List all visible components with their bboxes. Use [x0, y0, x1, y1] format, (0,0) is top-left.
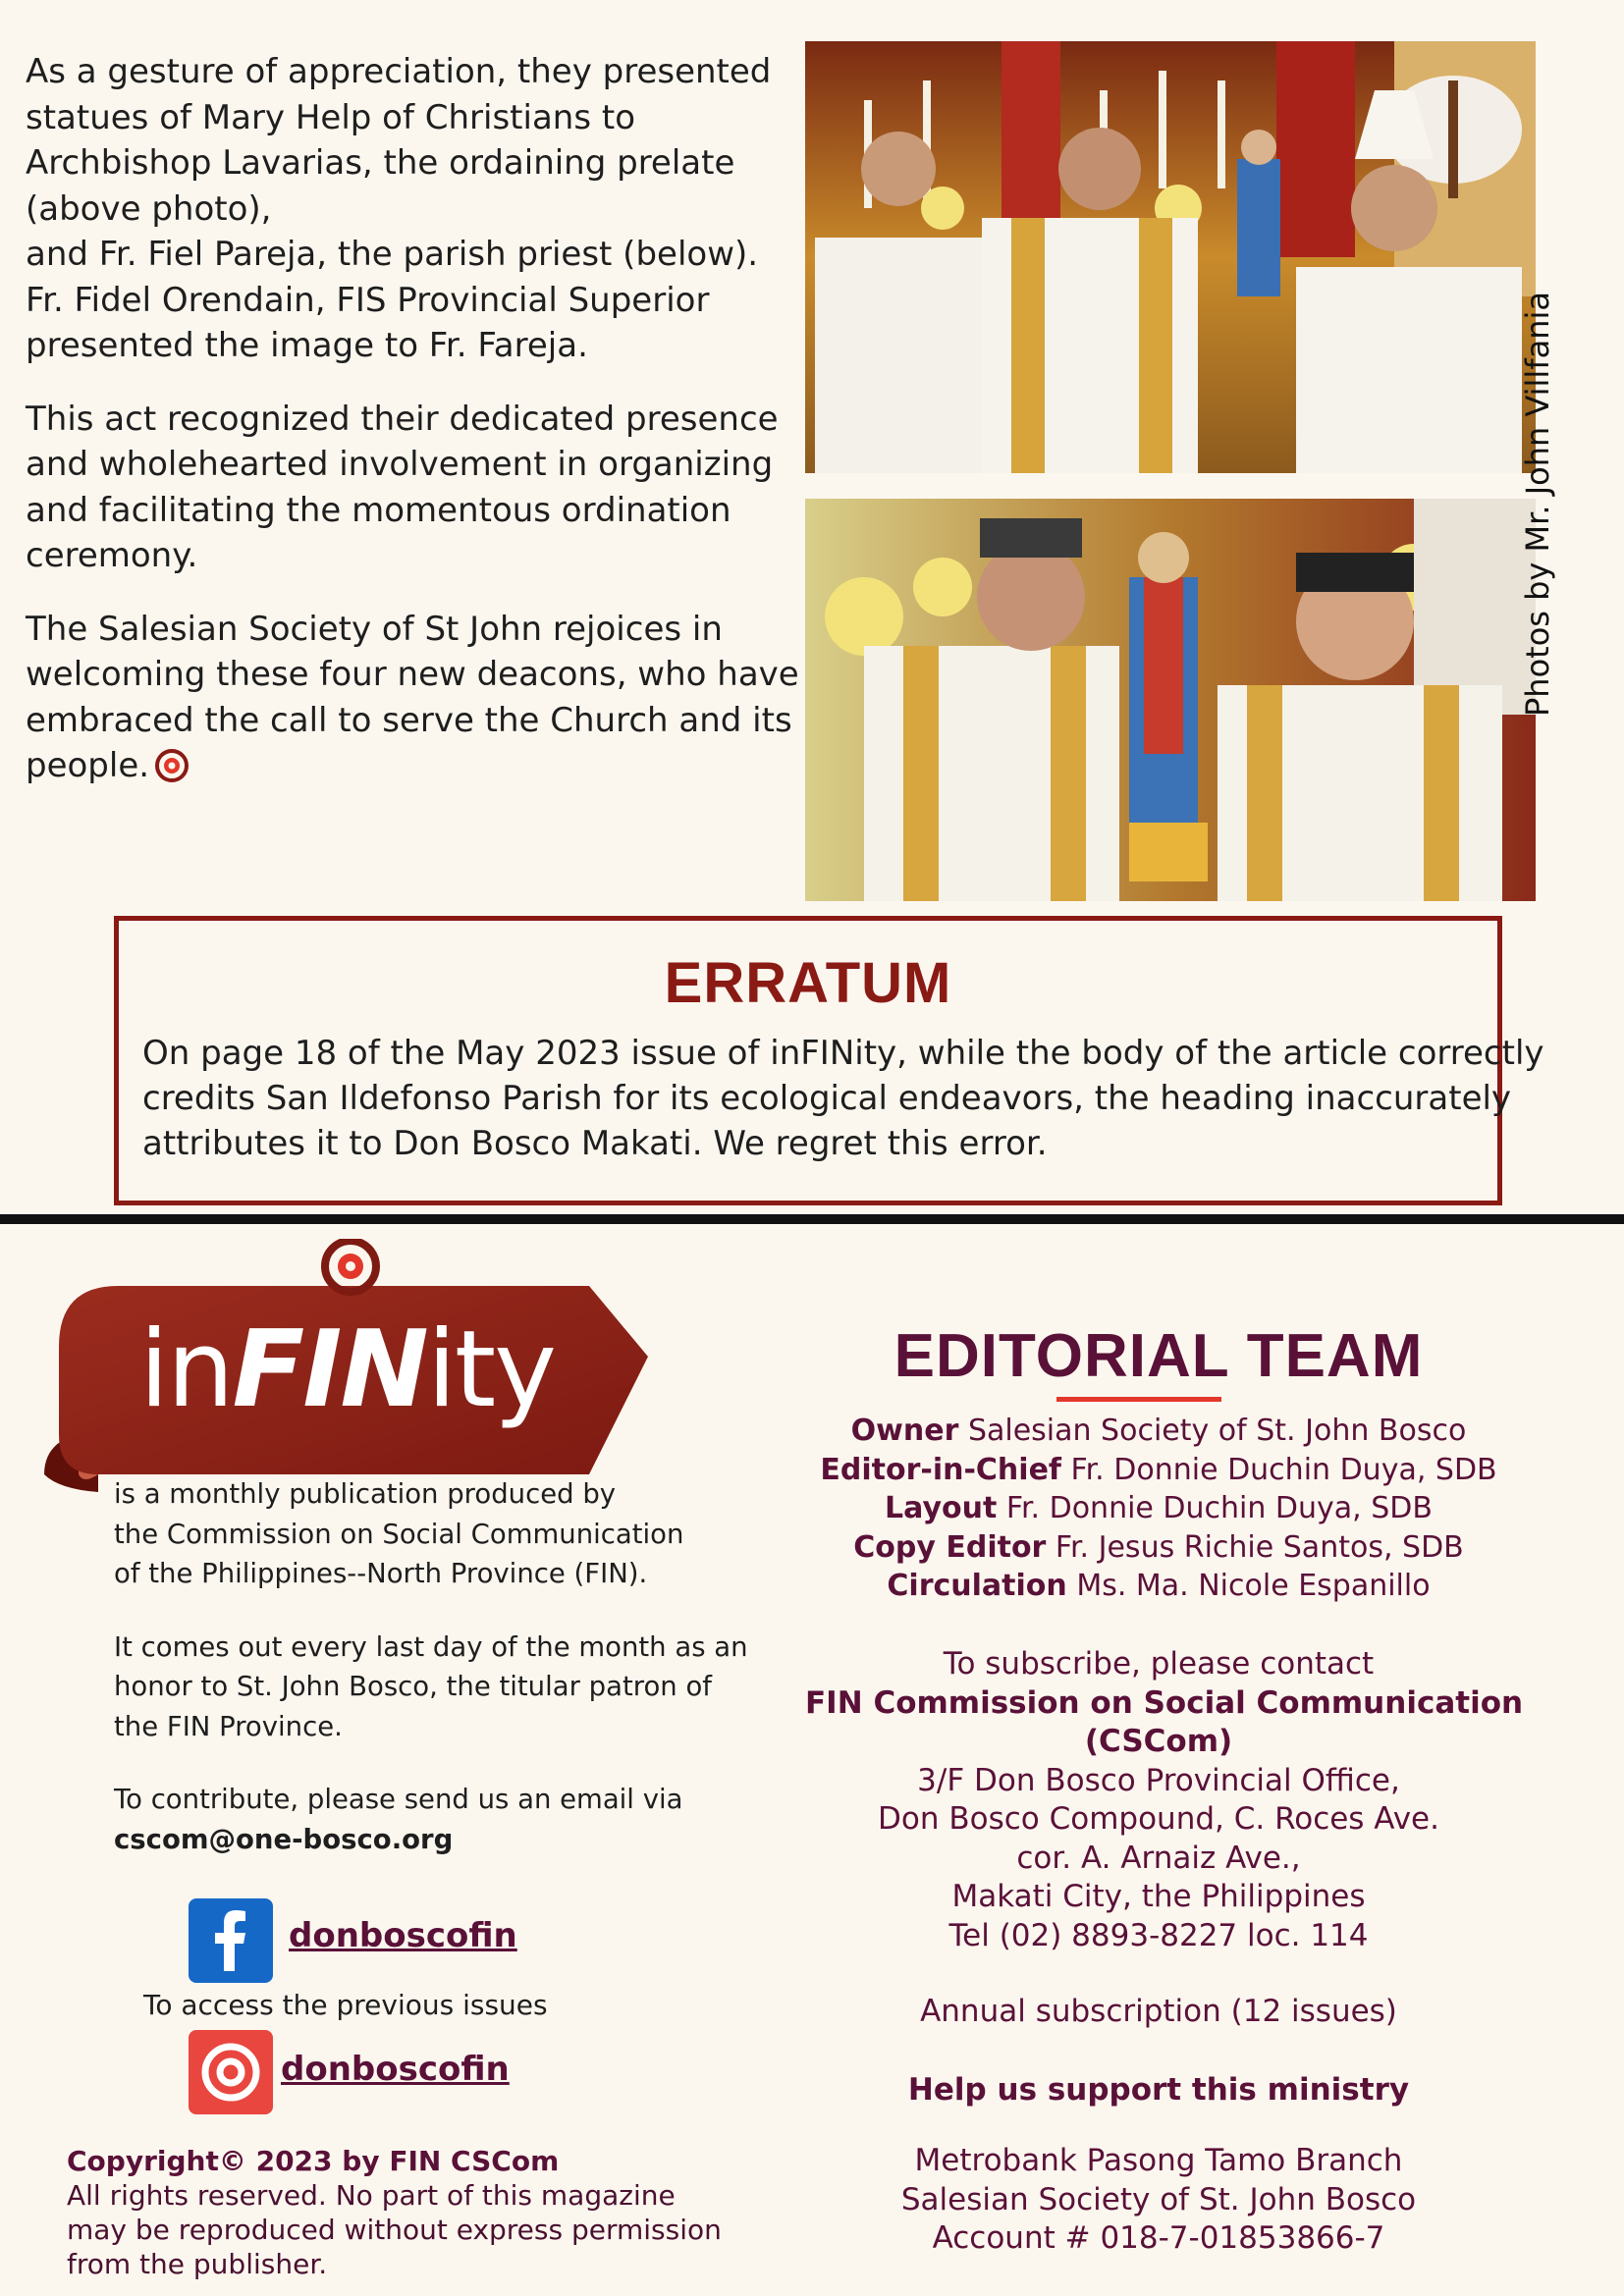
- subscription-contact: To subscribe, please contact FIN Commission on Social Communication (CSCom) 3/F Don Bosco Provincial Office, Don Bosco Compound, C. Roces Ave. cor. A. Arnaiz Ave., Makati City, the Philippines Tel (02) 8893-8227 loc. 114: [805, 1646, 1524, 1953]
- publication-schedule: It comes out every last day of the month as an honor to St. John Bosco, the titular patron of the FIN Province.: [114, 1630, 748, 1742]
- title-underline: [1056, 1397, 1221, 1402]
- bank-details: Metrobank Pasong Tamo Branch Salesian Society of St. John Bosco Account # 018-7-01853866-7: [900, 2143, 1417, 2256]
- article-paragraph-3: The Salesian Society of St John rejoices in welcoming these four new deacons, who have embraced the call to serve the Church and its people.: [26, 609, 799, 785]
- ordination-photo-bottom: [805, 499, 1536, 901]
- support-heading: Help us support this ministry: [907, 2072, 1410, 2108]
- issuu-link[interactable]: donboscofin: [281, 2050, 510, 2089]
- annual-subscription: Annual subscription (12 issues): [920, 1994, 1397, 2029]
- infinity-logo-text: inFINity: [139, 1308, 556, 1431]
- staff-row-layout: Layout Fr. Donnie Duchin Duya, SDB: [885, 1491, 1433, 1525]
- publication-info: [114, 1474, 791, 1893]
- contribute-email-link[interactable]: cscom@one-bosco.org: [114, 1823, 454, 1855]
- previous-issues-label: To access the previous issues: [143, 1989, 548, 2021]
- erratum-box: [114, 916, 1544, 1205]
- photo-credit: Photos by Mr. John Villfania: [1519, 292, 1556, 717]
- staff-row-circulation: Circulation Ms. Ma. Nicole Espanillo: [887, 1569, 1431, 1603]
- section-divider: [0, 1214, 1624, 1224]
- erratum-title: ERRATUM: [664, 951, 952, 1015]
- issuu-swirl-icon: [155, 749, 189, 782]
- ordination-photo-top: [805, 41, 1536, 473]
- staff-row-copy-editor: Copy Editor Fr. Jesus Richie Santos, SDB: [853, 1529, 1464, 1565]
- staff-row-editor: Editor-in-Chief Fr. Donnie Duchin Duya, SDB: [820, 1452, 1497, 1487]
- article-text: [26, 49, 801, 817]
- article-paragraph-2: This act recognized their dedicated presence and wholehearted involvement in organizing and facilitating the momentous ordination ceremony.: [26, 399, 779, 575]
- facebook-icon[interactable]: [189, 1898, 273, 1983]
- facebook-link[interactable]: donboscofin: [289, 1916, 517, 1955]
- contribute-info: To contribute, please send us an email via cscom@one-bosco.org: [114, 1780, 791, 1859]
- staff-list: [805, 1412, 1512, 1606]
- editorial-team-title: EDITORIAL TEAM: [893, 1322, 1424, 1390]
- staff-row-owner: Owner Salesian Society of St. John Bosco: [850, 1414, 1467, 1448]
- publication-description: is a monthly publication produced by the Commission on Social Communication of the Philippines--North Province (FIN).: [114, 1478, 684, 1589]
- copyright-notice: Copyright© 2023 by FIN CSCom All rights reserved. No part of this magazine may be reproduced without express permission from the publisher.: [67, 2145, 722, 2280]
- erratum-text: On page 18 of the May 2023 issue of inFINity, while the body of the article correctly credits San Ildefonso Parish for its ecological endeavors, the heading inaccurately attributes it to Don Bosco Makati. We regret this error.: [142, 1034, 1544, 1163]
- article-paragraph-1: As a gesture of appreciation, they presented statues of Mary Help of Christians to Archbishop Lavarias, the ordaining prelate (above photo), and Fr. Fiel Pareja, the parish priest (below). Fr. Fidel Orendain, FIS Provincial Superior presented the image to Fr. Fareja.: [26, 52, 772, 365]
- issuu-icon[interactable]: [189, 2030, 273, 2114]
